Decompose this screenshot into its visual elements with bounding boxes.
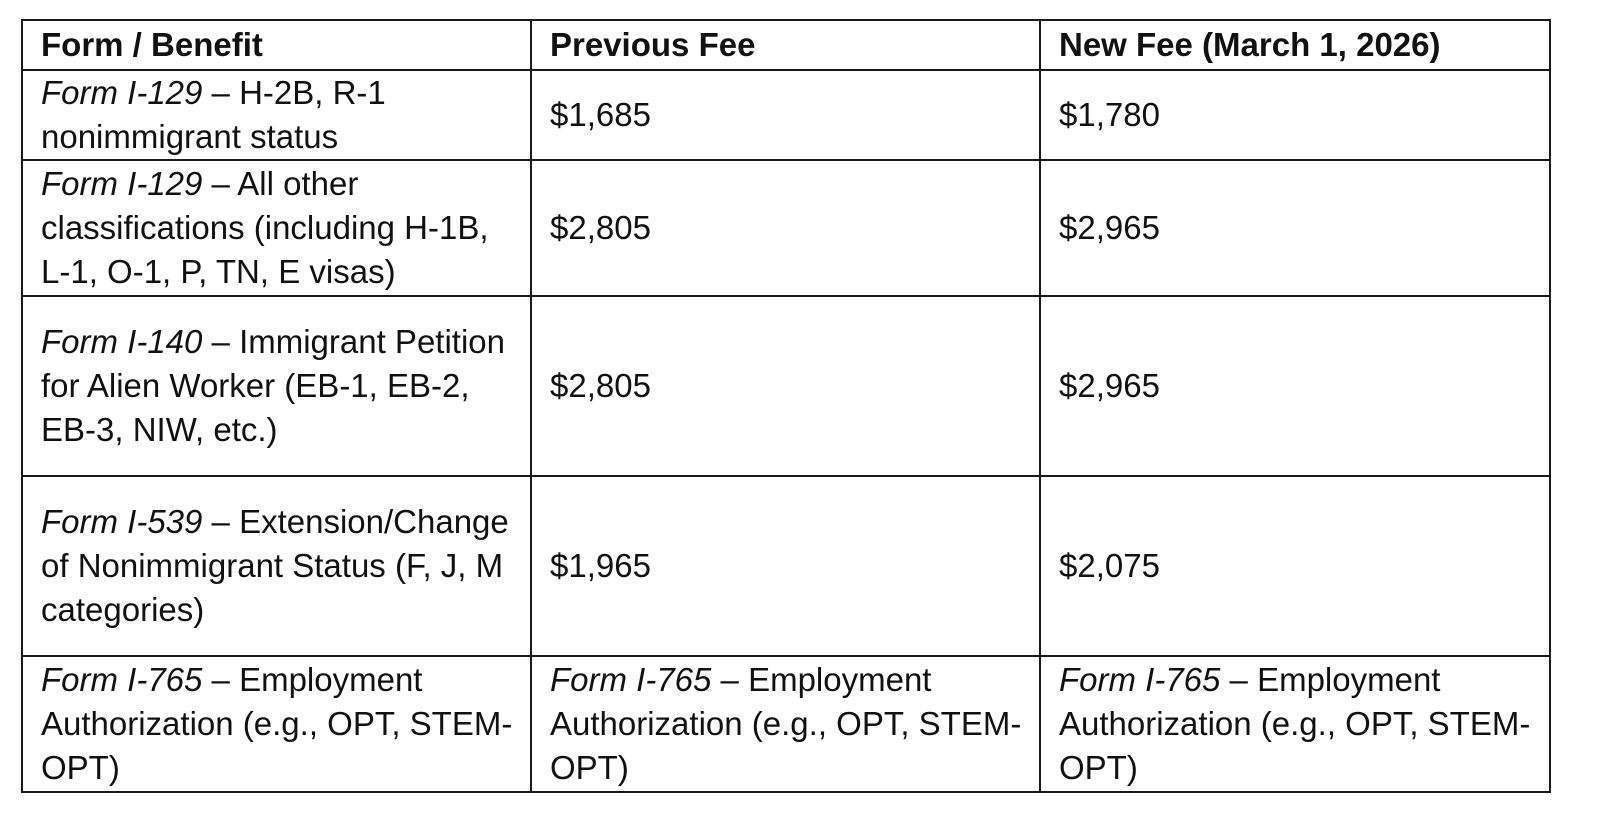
header-new-fee: New Fee (March 1, 2026) xyxy=(1040,20,1550,70)
form-name: Form I-539 xyxy=(41,503,203,540)
form-description: – Immigrant Petition for Alien Worker (EB-1, EB-2, EB-3, NIW, etc.) xyxy=(41,323,505,448)
form-name: Form I-129 xyxy=(41,165,203,202)
form-name: Form I-765 xyxy=(550,661,712,698)
form-name: Form I-765 xyxy=(41,661,203,698)
new-fee-cell: $2,965 xyxy=(1040,160,1550,296)
table-header-row xyxy=(22,20,1550,70)
form-description: – Employment Authorization (e.g., OPT, STEM-OPT) xyxy=(550,661,1022,786)
form-benefit-cell xyxy=(22,656,531,792)
new-fee-cell: $2,965 xyxy=(1040,296,1550,476)
form-name: Form I-129 xyxy=(41,74,203,111)
table-row xyxy=(22,656,1550,792)
form-description: – Employment Authorization (e.g., OPT, STEM-OPT) xyxy=(1059,661,1531,786)
header-previous-fee: Previous Fee xyxy=(531,20,1040,70)
form-benefit-cell xyxy=(22,70,531,160)
previous-fee-cell: $2,805 xyxy=(531,160,1040,296)
previous-fee-cell: $1,965 xyxy=(531,476,1040,656)
new-fee-cell: $1,780 xyxy=(1040,70,1550,160)
form-benefit-cell xyxy=(22,296,531,476)
table-row xyxy=(22,476,1550,656)
new-fee-cell xyxy=(1040,656,1550,792)
fee-table xyxy=(21,19,1551,793)
form-benefit-cell xyxy=(22,160,531,296)
form-description: – H-2B, R-1 nonimmigrant status xyxy=(41,74,386,155)
header-form-benefit: Form / Benefit xyxy=(22,20,531,70)
table-row xyxy=(22,160,1550,296)
form-description: – Employment Authorization (e.g., OPT, STEM-OPT) xyxy=(41,661,513,786)
form-description: – All other classifications (including H-1B, L-1, O-1, P, TN, E visas) xyxy=(41,165,489,290)
form-benefit-cell xyxy=(22,476,531,656)
new-fee-cell: $2,075 xyxy=(1040,476,1550,656)
previous-fee-cell: $2,805 xyxy=(531,296,1040,476)
form-name: Form I-765 xyxy=(1059,661,1221,698)
form-description: – Extension/Change of Nonimmigrant Status (F, J, M categories) xyxy=(41,503,509,628)
previous-fee-cell xyxy=(531,656,1040,792)
table-row xyxy=(22,70,1550,160)
form-name: Form I-140 xyxy=(41,323,203,360)
previous-fee-cell: $1,685 xyxy=(531,70,1040,160)
table-row xyxy=(22,296,1550,476)
